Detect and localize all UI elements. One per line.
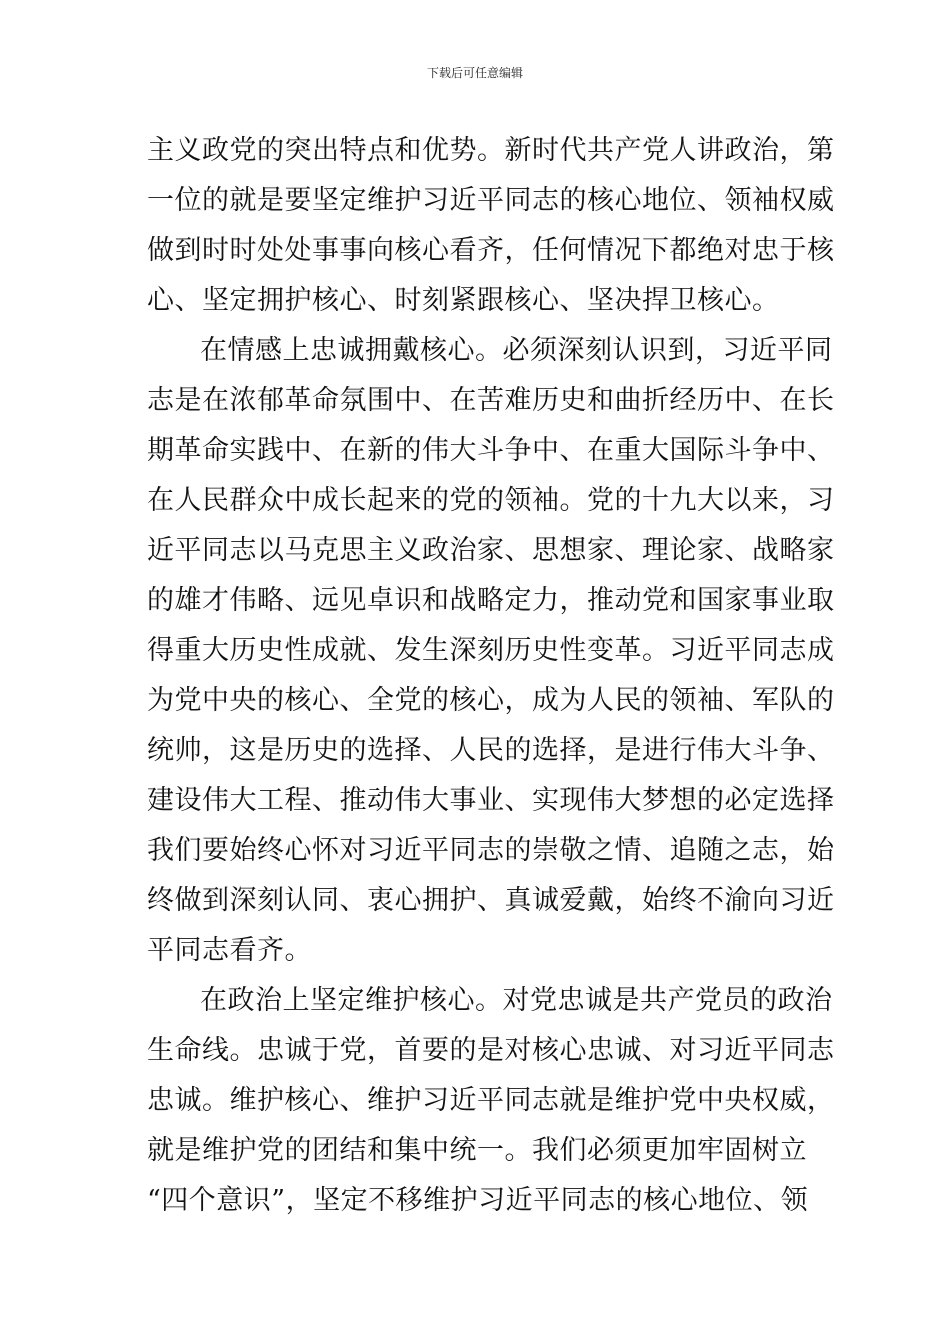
text-line: 近平同志以马克思主义政治家、思想家、理论家、战略家 [147, 535, 835, 566]
text-line: 就是维护党的团结和集中统一。我们必须更加牢固树立 [147, 1135, 807, 1166]
text-line: 生命线。忠诚于党，首要的是对核心忠诚、对习近平同志 [147, 1035, 835, 1066]
text-line: 志是在浓郁革命氛围中、在苦难历史和曲折经历中、在长 [147, 385, 835, 416]
text-line: 为党中央的核心、全党的核心，成为人民的领袖、军队的 [147, 685, 835, 716]
text-line: 统帅，这是历史的选择、人民的选择，是进行伟大斗争、 [147, 735, 835, 766]
text-line: 在人民群众中成长起来的党的领袖。党的十九大以来，习 [147, 485, 835, 516]
text-line: 心、坚定拥护核心、时刻紧跟核心、坚决捍卫核心。 [147, 285, 780, 316]
text-line: 的雄才伟略、远见卓识和战略定力，推动党和国家事业取 [147, 585, 835, 616]
text-line: 终做到深刻认同、衷心拥护、真诚爱戴，始终不渝向习近 [147, 885, 835, 916]
text-line: 主义政党的突出特点和优势。新时代共产党人讲政治，第 [147, 135, 835, 166]
text-line: 建设伟大工程、推动伟大事业、实现伟大梦想的必定选择 [147, 785, 835, 816]
text-line: 做到时时处处事事向核心看齐，任何情况下都绝对忠于核 [147, 235, 835, 266]
text-line: 得重大历史性成就、发生深刻历史性变革。习近平同志成 [147, 635, 835, 666]
document-body [147, 126, 835, 1226]
text-line: 平同志看齐。 [147, 935, 312, 966]
text-line: 我们要始终心怀对习近平同志的崇敬之情、追随之志，始 [147, 835, 835, 866]
text-line: “四个意识”，坚定不移维护习近平同志的核心地位、领 [147, 1185, 809, 1216]
text-line: 忠诚。维护核心、维护习近平同志就是维护党中央权威， [147, 1085, 835, 1116]
page-header: 下载后可任意编辑 [426, 66, 523, 80]
paragraph-start-line: 在政治上坚定维护核心。对党忠诚是共产党员的政治 [200, 985, 833, 1016]
text-line: 期革命实践中、在新的伟大斗争中、在重大国际斗争中、 [147, 435, 835, 466]
text-line: 一位的就是要坚定维护习近平同志的核心地位、领袖权威 [147, 185, 835, 216]
paragraph-start-line: 在情感上忠诚拥戴核心。必须深刻认识到，习近平同 [200, 335, 833, 366]
